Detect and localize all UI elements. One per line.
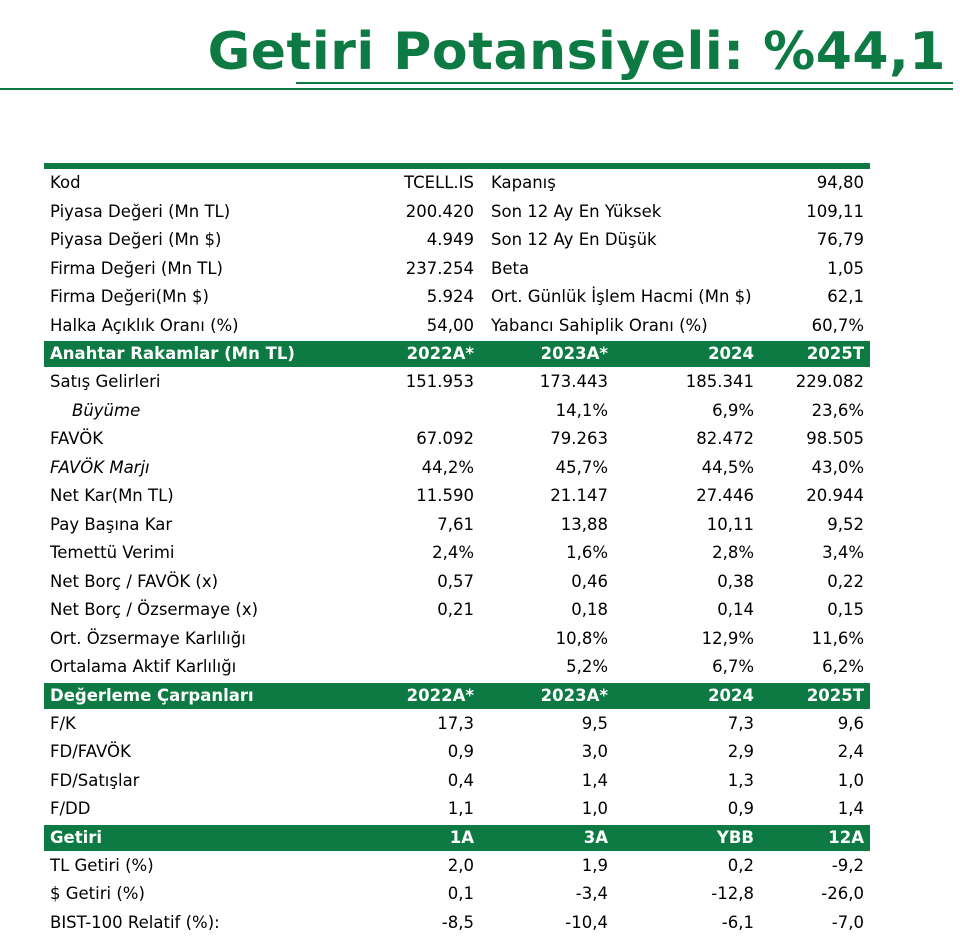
cell: 0,14	[717, 600, 754, 619]
column-header: 2025T	[806, 685, 864, 705]
row-label: Net Kar(Mn TL)	[50, 486, 174, 505]
cell: 11,6%	[811, 628, 864, 648]
column-header: YBB	[716, 827, 754, 847]
table-row	[44, 738, 870, 767]
cell: 1,3	[727, 770, 754, 790]
cell: 2,4%	[432, 543, 474, 562]
table-row	[44, 909, 870, 938]
cell: 173.443	[539, 372, 608, 391]
cell: 10,11	[706, 514, 754, 534]
key-figures-section	[44, 341, 870, 682]
section-header-label: Değerleme Çarpanları	[50, 685, 254, 705]
cell: 0,38	[717, 571, 754, 591]
cell: 1,6%	[566, 543, 608, 562]
general-row	[44, 312, 870, 341]
column-header: 2022A*	[406, 685, 474, 705]
column-header: 2023A*	[540, 344, 608, 363]
cell: 0,57	[437, 571, 474, 591]
row-label: FD/FAVÖK	[50, 742, 131, 761]
section-header	[44, 683, 870, 709]
cell: 0,1	[447, 884, 474, 903]
section-header-label: Anahtar Rakamlar (Mn TL)	[50, 344, 295, 363]
cell: 0,18	[571, 600, 608, 619]
cell: -26,0	[821, 884, 864, 903]
column-header: 12A	[828, 827, 864, 847]
general-value2: 76,79	[816, 230, 864, 249]
cell: 2,8%	[712, 543, 754, 562]
cell: 1,0	[837, 770, 864, 790]
table-row	[44, 795, 870, 824]
cell: 1,4	[581, 770, 608, 790]
general-value: 4.949	[426, 230, 474, 249]
column-header: 2022A*	[406, 344, 474, 363]
general-value2: 1,05	[827, 258, 864, 278]
row-label: Ort. Özsermaye Karlılığı	[50, 628, 246, 648]
general-label2: Yabancı Sahiplik Oranı (%)	[491, 315, 708, 335]
returns-section	[44, 825, 870, 938]
general-value2: 62,1	[827, 287, 864, 306]
column-header: 2024	[708, 685, 754, 705]
cell: 9,5	[581, 713, 608, 733]
row-label: F/DD	[50, 799, 91, 818]
table-row	[44, 425, 870, 454]
general-value: TCELL.IS	[403, 173, 474, 192]
general-label: Halka Açıklık Oranı (%)	[50, 315, 239, 335]
cell: 12,9%	[701, 628, 754, 648]
column-header: 2024	[708, 344, 754, 363]
general-value: 200.420	[405, 201, 474, 221]
general-value2: 94,80	[816, 173, 864, 192]
row-label: Temettü Verimi	[50, 543, 175, 562]
cell: 229.082	[795, 372, 864, 391]
table-row	[44, 397, 870, 426]
general-row	[44, 255, 870, 284]
cell: 3,0	[581, 742, 608, 761]
row-label: Satış Gelirleri	[50, 372, 161, 391]
page-title: Getiri Potansiyeli: %44,1	[207, 22, 946, 82]
cell: 0,9	[447, 742, 474, 761]
cell: 7,61	[437, 514, 474, 534]
table-row	[44, 710, 870, 739]
row-label: Net Borç / Özsermaye (x)	[50, 600, 259, 619]
column-header: 2025T	[806, 344, 864, 363]
general-value: 237.254	[405, 258, 474, 278]
cell: 43,0%	[811, 457, 864, 477]
cell: 82.472	[696, 429, 754, 448]
cell: 45,7%	[555, 457, 608, 477]
cell: 20.944	[806, 486, 864, 505]
table-row	[44, 653, 870, 682]
row-label: FAVÖK Marjı	[50, 457, 150, 477]
general-row	[44, 198, 870, 227]
general-label2: Beta	[491, 258, 530, 278]
cell: 7,3	[727, 713, 754, 733]
cell: 98.505	[806, 429, 864, 448]
column-header: 3A	[583, 827, 608, 847]
cell: 2,0	[447, 855, 474, 875]
title-rule-upper	[296, 82, 953, 84]
cell: 0,46	[571, 571, 608, 591]
general-row	[44, 283, 870, 312]
general-label: Firma Değeri(Mn $)	[50, 287, 209, 306]
cell: 0,9	[727, 799, 754, 818]
stock-summary-table	[44, 163, 870, 937]
cell: -9,2	[831, 855, 864, 875]
cell: 1,0	[581, 799, 608, 818]
cell: 21.147	[550, 486, 608, 505]
cell: 6,2%	[822, 657, 864, 676]
cell: -12,8	[711, 884, 754, 903]
general-label: Kod	[50, 173, 81, 192]
general-row	[44, 226, 870, 255]
general-label: Piyasa Değeri (Mn $)	[50, 230, 222, 249]
cell: 67.092	[416, 429, 474, 448]
cell: 6,7%	[712, 657, 754, 676]
cell: 151.953	[405, 372, 474, 391]
cell: 2,9	[727, 742, 754, 761]
general-label: Firma Değeri (Mn TL)	[50, 258, 223, 278]
cell: 2,4	[837, 742, 864, 761]
table-row	[44, 596, 870, 625]
section-header-label: Getiri	[50, 827, 103, 847]
cell: 79.263	[550, 429, 608, 448]
table-row	[44, 368, 870, 397]
cell: 11.590	[416, 486, 474, 505]
cell: 14,1%	[555, 400, 608, 420]
general-value2: 60,7%	[811, 315, 864, 335]
cell: 1,4	[837, 799, 864, 818]
title-rule	[0, 88, 953, 90]
cell: 6,9%	[712, 400, 754, 420]
cell: 3,4%	[822, 543, 864, 562]
table-row	[44, 539, 870, 568]
section-header	[44, 341, 870, 367]
row-label: Pay Başına Kar	[50, 514, 173, 534]
general-label2: Kapanış	[491, 173, 556, 192]
cell: 0,4	[447, 770, 474, 790]
cell: -3,4	[575, 884, 608, 903]
cell: -7,0	[831, 912, 864, 932]
row-label: Net Borç / FAVÖK (x)	[50, 571, 219, 591]
table-row	[44, 454, 870, 483]
column-header: 1A	[449, 827, 474, 847]
row-label: FD/Satışlar	[50, 770, 140, 790]
general-value: 54,00	[426, 315, 474, 335]
cell: -8,5	[441, 912, 474, 932]
table-row	[44, 852, 870, 881]
table-row	[44, 482, 870, 511]
cell: 44,2%	[421, 457, 474, 477]
multiples-section	[44, 683, 870, 824]
cell: 0,22	[827, 571, 864, 591]
row-label: $ Getiri (%)	[50, 884, 145, 903]
cell: 13,88	[560, 514, 608, 534]
table-row	[44, 767, 870, 796]
cell: 0,15	[827, 600, 864, 619]
cell: -10,4	[565, 912, 608, 932]
row-label: BIST-100 Relatif (%):	[50, 912, 220, 932]
general-label2: Son 12 Ay En Yüksek	[491, 201, 662, 221]
general-label2: Ort. Günlük İşlem Hacmi (Mn $)	[491, 287, 752, 306]
cell: 9,52	[827, 514, 864, 534]
general-value2: 109,11	[806, 201, 864, 221]
row-label: Ortalama Aktif Karlılığı	[50, 657, 237, 676]
general-value: 5.924	[426, 287, 474, 306]
cell: 185.341	[685, 372, 754, 391]
row-label: F/K	[50, 713, 76, 733]
cell: 44,5%	[701, 457, 754, 477]
row-label: Büyüme	[72, 400, 141, 420]
general-info-section	[44, 169, 870, 340]
cell: 10,8%	[555, 628, 608, 648]
cell: 5,2%	[566, 657, 608, 676]
cell: 1,9	[581, 855, 608, 875]
table-row	[44, 880, 870, 909]
cell: -6,1	[721, 912, 754, 932]
cell: 1,1	[447, 799, 474, 818]
general-row	[44, 169, 870, 198]
cell: 0,21	[437, 600, 474, 619]
general-label: Piyasa Değeri (Mn TL)	[50, 201, 231, 221]
column-header: 2023A*	[540, 685, 608, 705]
cell: 27.446	[696, 486, 754, 505]
section-header	[44, 825, 870, 851]
cell: 9,6	[837, 713, 864, 733]
table-row	[44, 625, 870, 654]
table-row	[44, 511, 870, 540]
row-label: TL Getiri (%)	[50, 855, 154, 875]
cell: 17,3	[437, 713, 474, 733]
general-label2: Son 12 Ay En Düşük	[491, 230, 657, 249]
cell: 0,2	[727, 855, 754, 875]
table-row	[44, 568, 870, 597]
row-label: FAVÖK	[50, 429, 104, 448]
cell: 23,6%	[811, 400, 864, 420]
